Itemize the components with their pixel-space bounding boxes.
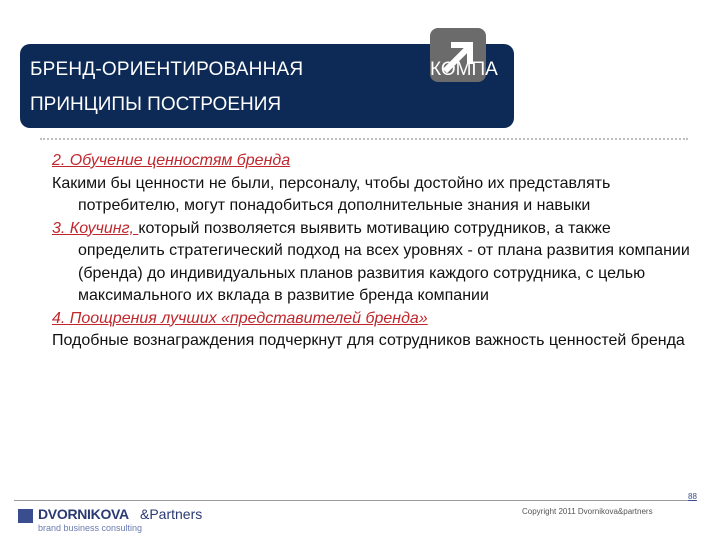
logo-subtitle: brand business consulting <box>38 523 143 533</box>
company-logo <box>18 506 218 532</box>
slide-title-line2: ПРИНЦИПЫ ПОСТРОЕНИЯ <box>30 94 282 115</box>
top-divider <box>40 138 688 140</box>
item2-text: Какими бы ценности не были, персоналу, чтобы достойно их представлять потребителю, могут понадобиться дополнительные знания и навыки <box>52 174 611 214</box>
logo-name: DVORNIKOVA <box>38 506 129 522</box>
item3 <box>52 218 692 308</box>
item4-heading: 4. Поощрения лучших «представителей бренда» <box>52 309 428 327</box>
item3-heading: 3. Коучинг, <box>52 219 139 237</box>
slide-body <box>52 150 692 353</box>
page-number[interactable]: 88 <box>688 492 697 501</box>
copyright: Copyright 2011 Dvornikova&partners <box>522 507 653 516</box>
slide-title-line1-continued: КОМПА <box>430 59 498 80</box>
item3-text: который позволяется выявить мотивацию сотрудников, а также определить стратегический подход на всех уровнях - от плана развития компании (бренда) до индивидуальных планов развития каждого сотрудника, с целью максимального их вклада в развитие бренда компании <box>78 219 690 304</box>
logo-mark-icon <box>18 509 33 523</box>
slide-title-line1: БРЕНД-ОРИЕНТИРОВАННАЯ <box>30 59 304 80</box>
item4-text: Подобные вознаграждения подчеркнут для сотрудников важность ценностей бренда <box>52 332 685 349</box>
item2-heading: 2. Обучение ценностям бренда <box>52 152 291 169</box>
logo-partners: &Partners <box>140 506 203 522</box>
footer-divider <box>14 500 694 501</box>
